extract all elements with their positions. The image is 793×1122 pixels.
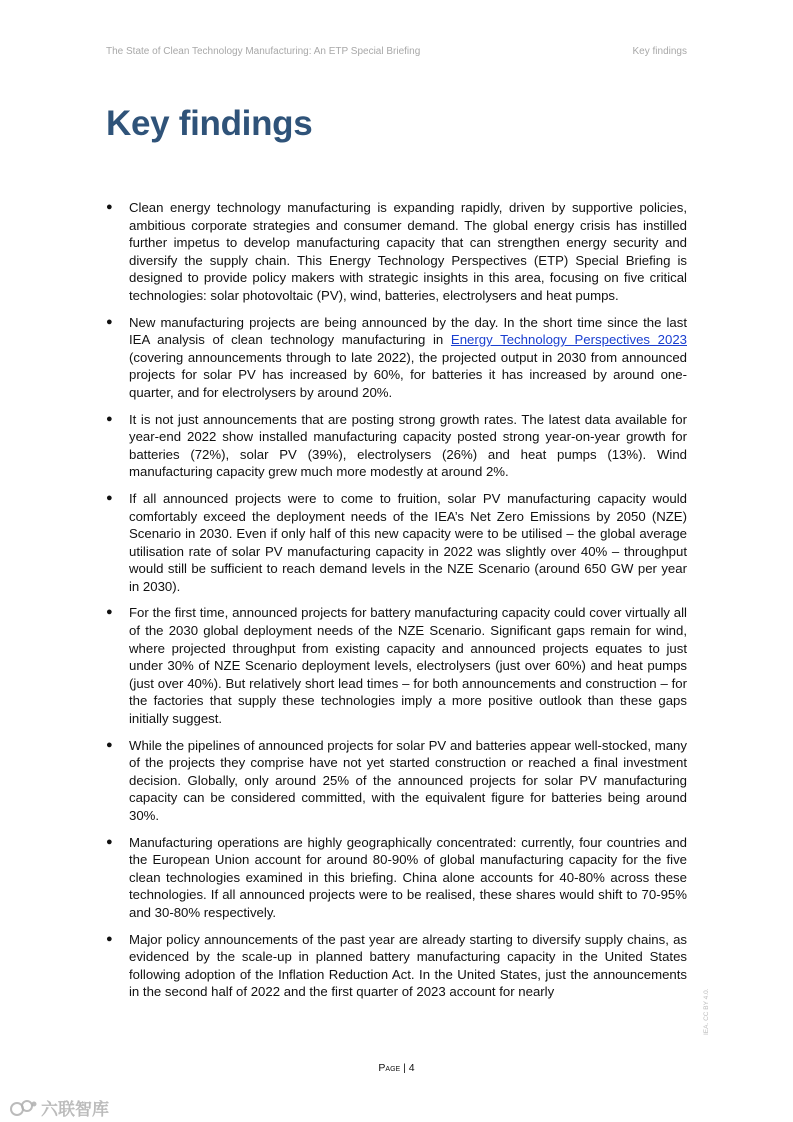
- page-footer: [0, 1062, 793, 1074]
- license-note: IEA. CC BY 4.0.: [703, 988, 710, 1035]
- key-findings-list: [106, 199, 687, 1010]
- list-item: ● While the pipelines of announced projects for solar PV and batteries appear well-stocked, many of the projects they comprise have not yet started construction or reached a final investment decision. Globally, only around 25% of the announced projects for solar PV manufacturing capacity can be considered committed, with the equivalent figure for batteries being around 30%.: [106, 737, 687, 823]
- bullet-icon: ●: [106, 606, 113, 619]
- page-number: 4: [408, 1062, 415, 1074]
- page-label: Page: [378, 1062, 401, 1074]
- list-item: ● Manufacturing operations are highly geographically concentrated: currently, four countries and the European Union account for around 80-90% of global manufacturing capacity for the five clean technologies examined in this briefing. China alone accounts for 40-80% across these technologies. If all announced projects were to be realised, these shares would shift to 70-95% and 30-80% respectively.: [106, 834, 687, 920]
- watermark: [8, 1095, 109, 1120]
- bullet-icon: ●: [106, 932, 113, 945]
- watermark-logo-icon: [8, 1099, 38, 1117]
- list-item: ● Clean energy technology manufacturing is expanding rapidly, driven by supportive policies, ambitious corporate strategies and consumer demand. The global energy crisis has instilled further impetus to develop manufacturing capacity that can strengthen energy security and diversify the supply chain. This Energy Technology Perspectives (ETP) Special Briefing is designed to provide policy makers with strategic insights in this area, focusing on five critical technologies: solar photovoltaic (PV), wind, batteries, electrolysers and heat pumps.: [106, 200, 687, 303]
- watermark-text: 六联智库: [41, 1100, 109, 1119]
- running-header: [106, 46, 687, 57]
- bullet-icon: ●: [106, 412, 113, 425]
- list-item: ● Major policy announcements of the past year are already starting to diversify supply chains, as evidenced by the scale-up in planned battery manufacturing capacity in the United States following adoption of the Inflation Reduction Act. In the United States, just the announcements in the second half of 2022 and the first quarter of 2023 account for nearly: [106, 931, 687, 1000]
- bullet-icon: ●: [106, 315, 113, 328]
- list-item: ● It is not just announcements that are posting strong growth rates. The latest data available for year-end 2022 show installed manufacturing capacity posted strong year-on-year growth for batteries (72%), solar PV (39%), electrolysers (26%) and heat pumps (13%). Wind manufacturing capacity grew much more modestly at around 2%.: [106, 411, 687, 480]
- bullet-icon: ●: [106, 738, 113, 751]
- page-title: Key findings: [106, 104, 313, 143]
- list-item: ● If all announced projects were to come to fruition, solar PV manufacturing capacity would comfortably exceed the deployment needs of the IEA’s Net Zero Emissions by 2050 (NZE) Scenario in 2030. Even if only half of this new capacity were to be utilised – the global average utilisation rate of solar PV manufacturing capacity in 2022 was slightly over 40% – throughput would still be sufficient to reach demand levels in the NZE Scenario (around 650 GW per year in 2030).: [106, 490, 687, 594]
- bullet-icon: ●: [106, 491, 113, 504]
- report-title: The State of Clean Technology Manufacturing: An ETP Special Briefing: [106, 46, 421, 57]
- list-item: ● New manufacturing projects are being announced by the day. In the short time since the last IEA analysis of clean technology manufacturing in Energy Technology Perspectives 2023 (covering announcements through to late 2022), the projected output in 2030 from announced projects for solar PV has increased by 60%, for batteries it has increased by around one-quarter, and for electrolysers by around 20%.: [106, 314, 687, 400]
- list-item: ● For the first time, announced projects for battery manufacturing capacity could cover virtually all of the 2030 global deployment needs of the NZE Scenario. Significant gaps remain for wind, where projected throughput from existing capacity and announced projects equates to just under 30% of NZE Scenario deployment levels, electrolysers (just over 60%) and heat pumps (just over 40%). But relatively short lead times – for both announcements and construction – for the factories that supply these technologies imply a more positive outlook than these gaps initially suggest.: [106, 605, 687, 727]
- bullet-icon: ●: [106, 835, 113, 848]
- etp-2023-link[interactable]: Energy Technology Perspectives 2023: [450, 332, 687, 348]
- bullet-icon: ●: [106, 201, 113, 213]
- page-separator: |: [403, 1062, 409, 1074]
- section-name: Key findings: [632, 46, 687, 57]
